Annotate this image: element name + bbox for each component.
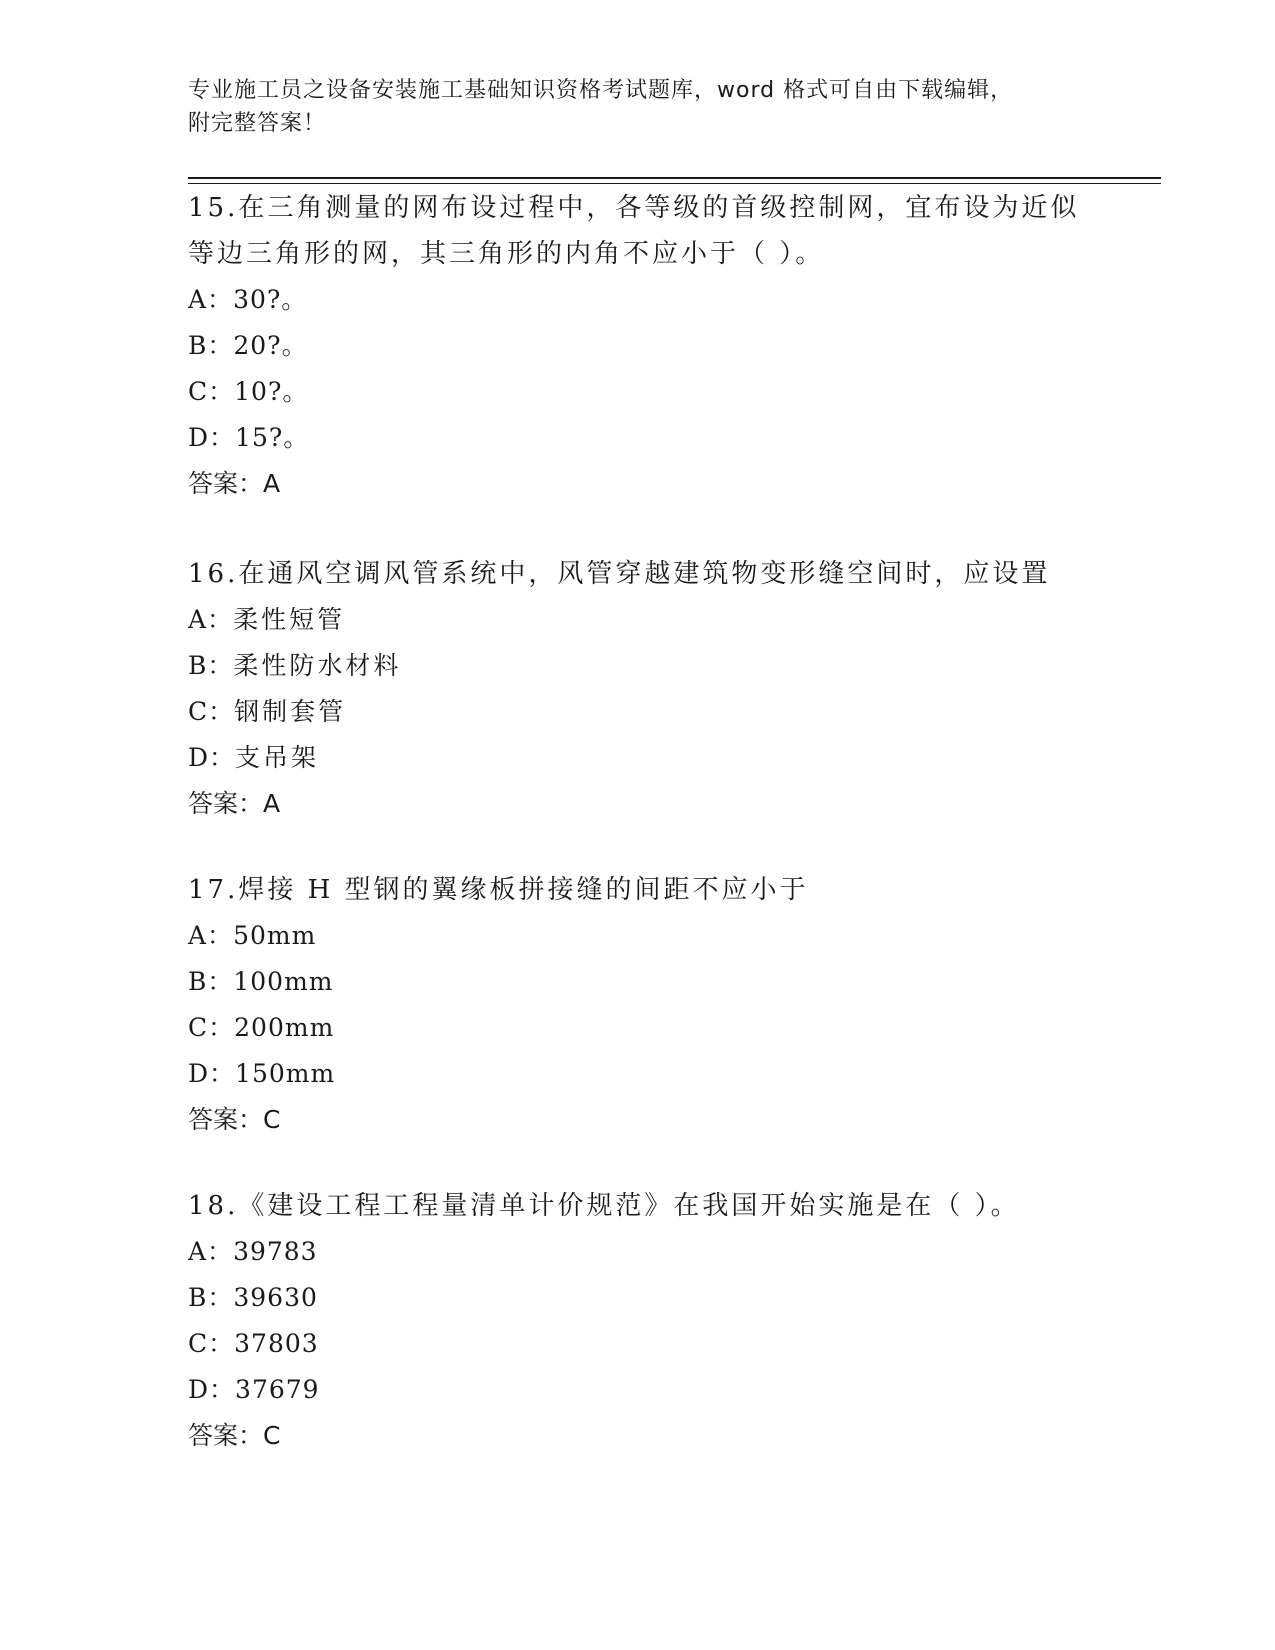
option-d [188,735,1088,781]
option-text: 15?。 [235,423,310,452]
header-divider-thin [188,183,1161,184]
option-label: C： [188,697,235,726]
option-c [188,369,1088,415]
option-a [188,597,1088,643]
option-c [188,689,1088,735]
option-label: D： [188,1375,236,1404]
option-label: C： [188,1329,235,1358]
option-label: A： [188,605,234,634]
option-label: D： [188,423,236,452]
option-text: 150mm [235,1059,336,1088]
header-divider-thick [188,177,1161,179]
question-stem-line-2: 等边三角形的网，其三角形的内角不应小于（ ）。 [188,239,825,269]
header-line-1: 专业施工员之设备安装施工基础知识资格考试题库，word 格式可自由下载编辑， [188,78,1014,103]
option-c [188,1321,1088,1367]
header-line-2: 附完整答案！ [188,111,327,136]
option-text: 50mm [233,921,317,950]
option-label: B： [188,331,234,360]
option-b [188,1275,1088,1321]
option-label: B： [188,967,234,996]
option-text: 37803 [234,1329,319,1358]
option-c [188,1005,1088,1051]
option-label: C： [188,1013,235,1042]
question-15 [188,185,1088,507]
option-text: 37679 [235,1375,320,1404]
option-d [188,1051,1088,1097]
option-text: 支吊架 [235,743,320,772]
question-stem-line-1: 18.《建设工程工程量清单计价规范》在我国开始实施是在（ ）。 [188,1191,1020,1221]
option-label: D： [188,743,236,772]
option-label: A： [188,1237,234,1266]
option-label: A： [188,921,234,950]
option-a [188,913,1088,959]
option-label: C： [188,377,235,406]
option-text: 39783 [233,1237,318,1266]
option-text: 柔性防水材料 [233,651,402,680]
option-text: 30?。 [233,285,308,314]
option-b [188,959,1088,1005]
answer-line: 答案：C [188,1421,281,1450]
question-stem-line-1: 15.在三角测量的网布设过程中，各等级的首级控制网，宜布设为近似 [188,193,1080,223]
option-label: B： [188,1283,234,1312]
option-b [188,323,1088,369]
option-text: 10?。 [234,377,309,406]
question-18 [188,1183,1088,1459]
option-text: 钢制套管 [234,697,347,726]
option-text: 39630 [233,1283,318,1312]
option-label: B： [188,651,234,680]
option-text: 柔性短管 [233,605,346,634]
option-d [188,415,1088,461]
option-text: 20?。 [233,331,308,360]
option-a [188,1229,1088,1275]
answer-line: 答案：C [188,1105,281,1134]
option-d [188,1367,1088,1413]
option-a [188,277,1088,323]
answer-line: 答案：A [188,789,281,818]
question-stem-line-1: 16.在通风空调风管系统中，风管穿越建筑物变形缝空间时，应设置 [188,559,1051,589]
question-stem-line-1: 17.焊接 H 型钢的翼缘板拼接缝的间距不应小于 [188,875,809,905]
document-header [188,74,1088,140]
question-16 [188,551,1088,827]
question-17 [188,867,1088,1143]
option-label: D： [188,1059,236,1088]
option-b [188,643,1088,689]
option-label: A： [188,285,234,314]
answer-line: 答案：A [188,469,281,498]
option-text: 100mm [233,967,334,996]
option-text: 200mm [234,1013,335,1042]
